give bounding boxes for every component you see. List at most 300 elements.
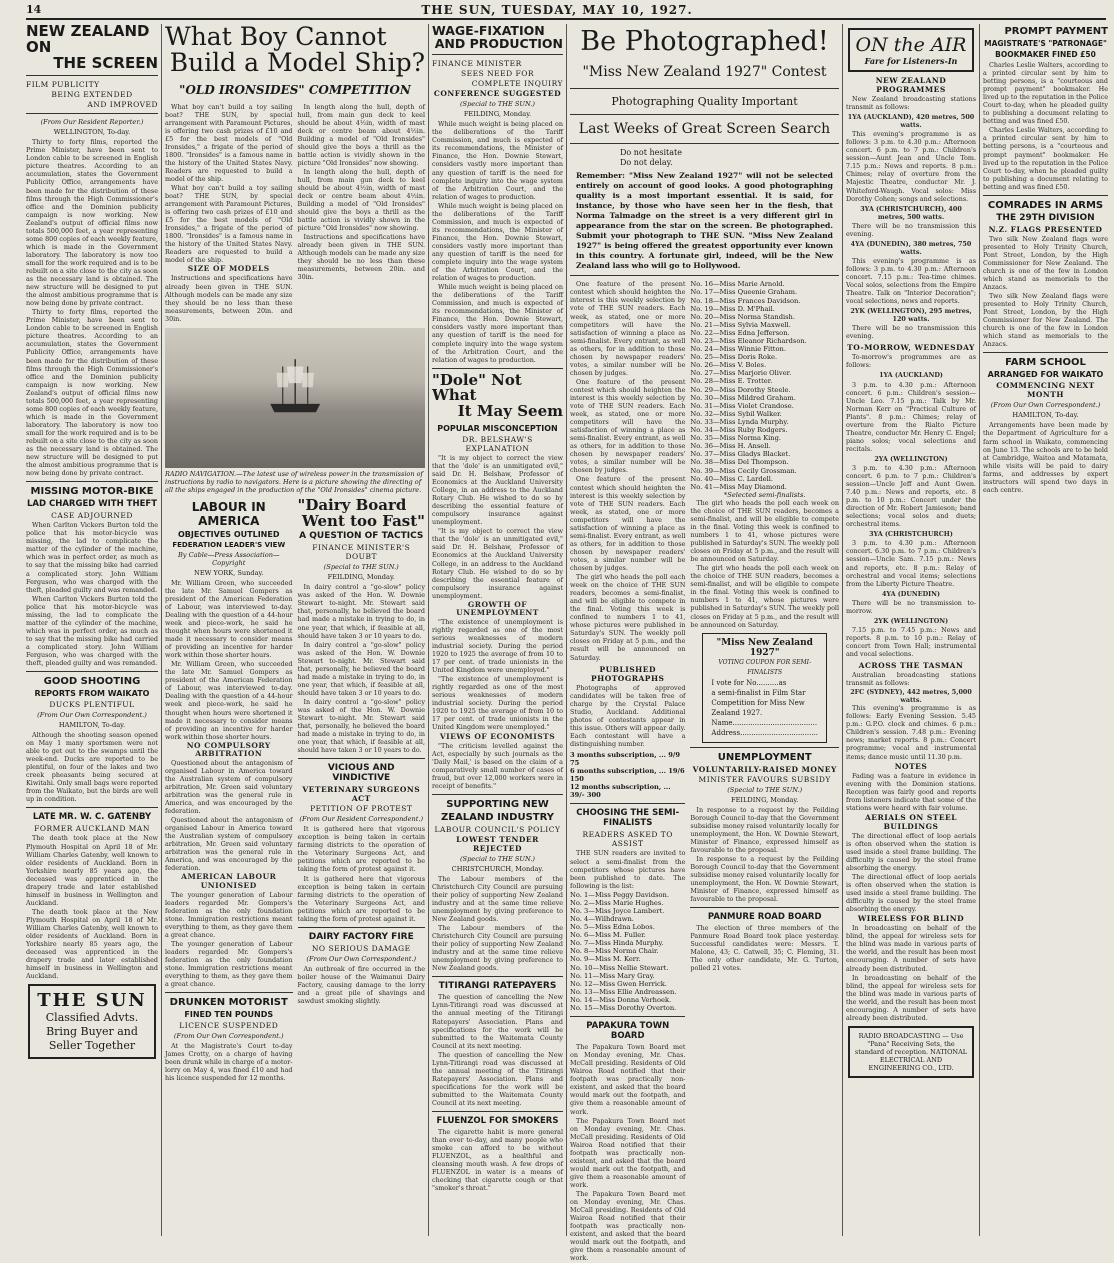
subhead: FINED TEN POUNDS xyxy=(184,1010,274,1020)
paragraph: Thirty to forty films, reported the Prime Minister, have been sent to London cable to be screened in English picture theatres. According to an accumulation, states the Government Publicity Office, arrangements have been made for the distribution of these films through the High Commissioner's office and the Dominion publicity campaign is now working. New Zealand's output of official films now totals 500,000 feet, a year representing some 800 copies of each weekly feature, which is made in the Government laboratory. The laboratory is now too small for the work required and is to be rebuilt on a site close to the city as soon as the necessary land is obtained. The new structure will be designed to put the almost ambitious programme that is now being done by private contract. xyxy=(26,138,158,308)
entry-item: No. 21—Miss Sylvia Maxwell. xyxy=(690,320,791,329)
entry-item: No. 26—Miss V. Boles. xyxy=(690,361,767,370)
station-programme: 3 p.m. to 4.30 p.m.: Afternoon concert. 6 p.m. to 7 p.m.: Children's session—Uncle Jeff and Aunt Gwen. 7.40 p.m.: News and reports, etc. 8 p.m. to 10 p.m.: Concert under the direction of Mr. Robert Jamieson; band selections; vocal solos and duets; orchestral items. xyxy=(846,463,976,529)
subhead: VOLUNTARILY-RAISED MONEY xyxy=(692,764,837,774)
headline-drunken-motorist: DRUNKEN MOTORIST xyxy=(169,997,288,1009)
entries-note: *Selected semi-finalists. xyxy=(723,490,806,499)
station-name: 2YA (WELLINGTON) xyxy=(874,454,948,463)
entry-item: No. 40—Miss C. Lardell. xyxy=(690,474,774,483)
paragraph: An outbreak of fire occurred in the boiler house of the Waimanui Dairy Factory, causing damage to the lorry and a great pile of shavings and sawdust smoking slightly. xyxy=(297,964,425,1005)
paragraph: In dairy control a "go-slow" policy was asked of the Hon. W. Downie Stewart to-night. Mr. Stewart said that, personally, he believed the board had made a mistake in trying to do, in one year, that which, if feasible at all, should have taken 3 or 10 years to do. xyxy=(297,640,425,697)
paragraph: "The existence of unemployment is rightly regarded as one of the most serious weaknesses of modern industrial society. During the period 1920 to 1925 the average of from 10 to 17 per cent. of trade unionists in the United Kingdom were unemployed." xyxy=(432,617,563,675)
on-the-air-box xyxy=(848,28,974,72)
credit: (From Our Own Correspondent.) xyxy=(990,401,1101,410)
credit: (From Our Own Correspondent.) xyxy=(37,711,147,720)
subhead: LAD CHARGED WITH THEFT xyxy=(26,499,157,510)
candidate-item: No. 9—Miss M. Kerr. xyxy=(570,955,641,964)
candidate-item: No. 12—Miss Gwen Herrick. xyxy=(570,979,667,988)
station-name: 2YK (WELLINGTON), 295 metres, 120 watts. xyxy=(850,307,972,324)
headline-model-ship-2: Build a Model Ship? xyxy=(169,48,425,78)
subhead: N.Z. FLAGS PRESENTED xyxy=(988,224,1103,234)
station-name: 1YA (AUCKLAND), 420 metres, 500 watts. xyxy=(847,113,975,130)
headline-fluenzol: FLUENZOL FOR SMOKERS xyxy=(436,1116,559,1127)
credit: By Cable—Press Association—Copyright xyxy=(177,550,280,567)
subhead: FINANCE MINISTER'S DOUBT xyxy=(312,543,411,562)
subhead: AERIALS ON STEEL BUILDINGS xyxy=(864,812,958,831)
dont-line: Do not hesitate xyxy=(620,148,682,158)
divider xyxy=(298,758,426,759)
headline-wage-fixation-1: WAGE-FIXATION xyxy=(432,23,545,38)
subhead-line: BEING EXTENDED xyxy=(51,90,133,100)
headline-papakura: PAPAKURA TOWN BOARD xyxy=(586,1021,670,1042)
column-2 xyxy=(165,24,425,1236)
candidate-item: No. 1—Miss Peggy Davidson. xyxy=(570,890,669,899)
paragraph: THE SUN readers are invited to select a semi-finalist from the competitors whose pictures have been published to date. The following is the list: xyxy=(570,849,686,890)
paragraph: Charles Leslie Walters, according to a printed circular sent by him to betting persons, is a "courteous and prompt payment" bookmaker. He lived up to the reputation in the Police Court to-day, when he pleaded guilty to publishing a document relating to betting and was fined £50. xyxy=(983,61,1108,126)
subhead: NO COMPULSORY ARBITRATION xyxy=(186,740,271,758)
divider xyxy=(298,927,426,928)
subhead: Last Weeks of Great Screen Search xyxy=(578,121,831,138)
contest-columns xyxy=(570,280,839,1263)
article-body xyxy=(298,825,426,923)
paragraph: In broadcasting on behalf of the blind, the appeal for wireless sets for the blind was made in various parts of the world, and the result has been most encouraging. A number of sets have already been distributed. xyxy=(846,973,976,1022)
paragraph: Mr. William Green, who succeeded the late Mr. Samuel Gompers as president of the American Federation of Labour, was interviewed to-day. Dealing with the question of a 44-hour week and piece-work, he said he thought when hours were shortened it made it necessary to consider means of providing an incentive for harder work within those shorter hours. xyxy=(165,578,293,660)
dateline: WELLINGTON, To-day. xyxy=(53,128,131,137)
choosing-list xyxy=(570,891,685,1012)
labour-article xyxy=(165,498,293,1084)
paragraph: The Papakura Town Board met on Monday evening, Mr. Chas. McCall presiding. Residents of Old Wairoa Road notified that their footpath was practically non-existent, and asked that the board would mark out the footpath, and give them a reasonable amount of work. xyxy=(570,1189,686,1263)
entry-item: No. 33—Miss Lynda Murphy. xyxy=(690,417,789,426)
paragraph: When Carlton Vickers Burton told the police that his motor-bicycle was missing, the lad to complicate the matter of the cylinder of the machine, which was in perfect order, as much as to say that the missing bike had carried a complicated story. John William Ferguson, who was charged with the theft, pleaded guilty and was remanded. xyxy=(26,594,158,668)
article-body xyxy=(165,103,293,324)
divider xyxy=(432,1111,563,1112)
headline-choosing: CHOOSING THE SEMI-FINALISTS xyxy=(576,808,680,829)
column-1 xyxy=(26,24,158,1236)
article-body xyxy=(690,924,839,972)
entry-item: No. 19—Miss D. M'Phail. xyxy=(690,304,775,313)
subhead: VETERINARY SURGEONS ACT xyxy=(302,785,421,804)
station-programme: 7.15 p.m. to 7.45 p.m.: News and reports. 8 p.m. to 10 p.m.: Relay of concert from Town Hall; instrumental and vocal selections. xyxy=(846,625,976,658)
divider xyxy=(432,794,563,795)
paragraph: The younger generation of Labour leaders regarded Mr. Gompers's federation as the only foundation stone. Immigration restrictions meant everything to them, as they gave them a great chance. xyxy=(165,890,293,939)
headline-labour-america: LABOUR IN AMERICA xyxy=(191,499,266,528)
credit: (Special to THE SUN.) xyxy=(323,563,399,572)
entry-item: No. 22—Miss Edna Jefferson. xyxy=(690,328,790,337)
headline-nz-screen-2: THE SCREEN xyxy=(53,53,158,72)
divider xyxy=(690,747,839,748)
entry-item: No. 36—Miss H. Ansell. xyxy=(690,442,771,451)
article-body xyxy=(983,61,1108,191)
dateline: FEILDING, Monday. xyxy=(463,110,532,119)
headline-wage-fixation-2: AND PRODUCTION xyxy=(434,36,563,52)
paragraph: Two silk New Zealand flags were presented to Holy Trinity Church, Pont Street, London, by the High Commissioner for New Zealand. The church is one of the few in London which stand as memorials to the Anzacs. xyxy=(983,234,1108,292)
paragraph: While much weight is being placed on the deliberations of the Tariff Commission, and much is expected of its recommendations, the Minister of Finance, the Hon. Downie Stewart, considers vastly more important than any question of tariff is the need for complete inquiry into the wage system of the Arbitration Court, and the relation of wages to production. xyxy=(432,201,563,283)
divider xyxy=(26,481,158,482)
divider xyxy=(432,976,563,977)
entry-item: No. 39—Miss Cecily Grossman. xyxy=(690,466,797,475)
dateline: NEW YORK, Sunday. xyxy=(194,568,264,577)
paragraph: The question of cancelling the New Lynn-Titirangi road was discussed at the annual meeting of the Titirangi Ratepayers' Association. Plans and specifications for the work will be submitted to the Waitemata County Council at its next meeting. xyxy=(432,993,563,1050)
divider xyxy=(165,992,293,993)
coupon-line: I vote for No..........as xyxy=(711,678,787,687)
paragraph: What boy can't build a toy sailing boat? THE SUN, by special arrangement with Paramount Pictures, is offering two cash prizes of £10 and £5 for the best models of "Old Ironsides," a frigate of the period of 1800. "Ironsides" is a famous name in the history of the United States Navy. Readers are requested to build a model of the ship. xyxy=(165,183,293,265)
article-body xyxy=(570,280,685,661)
contest-right xyxy=(690,280,839,1263)
credit: (From Our Own Correspondent.) xyxy=(173,1032,284,1041)
station-programme: This evening's programme is as follows: 3 p.m. to 4.30 p.m.: Afternoon concert. 6 p.m. to 7 p.m.: Children's session—Aunt Jean and Uncle Tom. 7.15 p.m.: News and reports. 8 p.m.: Chimes; relay of overture from the Majestic Theatre, conductor Mr. J. Whiteford-Waugh. Vocal solos: Miss Dorothy Cohen; songs and selections. xyxy=(846,130,976,203)
coupon-line: Competition for Miss New xyxy=(711,698,805,707)
coupon-line: Zealand 1927. xyxy=(711,708,763,717)
paragraph: What boy can't build a toy sailing boat? THE SUN, by special arrangement with Paramount Pictures, is offering two cash prizes of £10 and £5 for the best models of "Old Ironsides," a frigate of the period of 1800. "Ironsides" is a famous name in the history of the United States Navy. Readers are requested to build a model of the ship. xyxy=(165,102,293,183)
entry-item: No. 23—Miss Eleanor Richardson. xyxy=(690,337,807,345)
dateline: HAMILTON, To-day. xyxy=(58,721,126,730)
divider xyxy=(432,54,563,55)
entry-item: No. 35—Miss Norma King. xyxy=(690,434,781,443)
paragraph: Arrangements have been made by the Department of Agriculture for a farm school in Waikato, commencing on June 13. The schools are to be held at Cambridge, Waitoa and Matamata, while visits will be paid to dairy farms, and addresses by expert instructors will spend two days in each centre. xyxy=(983,421,1108,494)
divider xyxy=(570,114,839,115)
voting-coupon[interactable] xyxy=(702,633,827,743)
masthead: THE SUN, TUESDAY, MAY 10, 1927. xyxy=(421,3,693,17)
stations-tomorrow xyxy=(846,371,976,658)
paragraph: While much weight is being placed on the deliberations of the Tariff Commission, and much is expected of its recommendations, the Minister of Finance, the Hon. Downie Stewart, considers vastly more important than any question of tariff is the need for complete inquiry into the wage system of the Arbitration Court, and the relation of wages to production. xyxy=(432,283,563,364)
contest-left xyxy=(570,280,685,1263)
paragraph: At the Magistrate's Court to-day James Crotty, on a charge of having been drunk while in charge of a motor-lorry on May 4, was fined £10 and had his licence suspended for 12 months. xyxy=(165,1042,293,1083)
article-body xyxy=(298,103,426,324)
subhead: POPULAR MISCONCEPTION xyxy=(437,423,558,433)
subhead: LOWEST TENDER REJECTED xyxy=(456,834,539,853)
subhead-line: COMPLETE INQUIRY xyxy=(471,79,563,89)
station-programme: There will be no transmission this evening. xyxy=(846,324,976,341)
dont-lines xyxy=(570,148,839,168)
subhead: A QUESTION OF TACTICS xyxy=(299,531,424,542)
subhead: GROWTH OF UNEMPLOYMENT xyxy=(456,599,539,617)
top-rule xyxy=(26,18,1106,20)
subhead: BOOKMAKER FINED £50 xyxy=(995,50,1096,59)
subscription-row: 12 months subscription, ... 39/- 300 xyxy=(570,783,671,800)
subhead: Photographing Quality Important xyxy=(611,95,798,109)
article-body xyxy=(570,684,685,748)
headline-model-ship-1: What Boy Cannot xyxy=(165,22,387,51)
station-name: 1YA (AUCKLAND) xyxy=(879,371,943,380)
article-body xyxy=(26,731,158,803)
headline-dairy-fire: DAIRY FACTORY FIRE xyxy=(308,931,414,942)
coupon-title: "Miss New Zealand 1927" xyxy=(716,637,813,658)
headline-vicious: VICIOUS AND VINDICTIVE xyxy=(327,763,395,784)
paragraph: The directional effect of loop aerials is often observed when the station is used inside a steel frame building. The difficulty is caused by the steel frame absorbing the energy. xyxy=(846,831,976,872)
paragraph: Although the shooting season opened on May 1 many sportsmen were not able to get out to the swamps until the week-end. Ducks are reported to be plentiful, on four of the lakes and two creek pheasants being secured at Kiwitahi. Only small bags were reported from the Waikato, but the birds are well up in condition. xyxy=(26,731,158,804)
subhead: AMERICAN LABOUR UNIONISED xyxy=(181,872,277,890)
subhead: PETITION OF PROTEST xyxy=(310,804,413,814)
article-body xyxy=(165,579,293,988)
paragraph: The death took place at the New Plymouth Hospital on April 18 of Mr. William Charles Gatenby, well known to older residents of Auckland. Born in Yorkshire nearly 85 years ago, the deceased was apprenticed in the drapery trade and later established himself in business in Wellington and Auckland. xyxy=(26,834,158,907)
entry-item: No. 34—Miss Ruby Rodgers. xyxy=(690,426,788,435)
candidate-item: No. 5—Miss Edna Lobos. xyxy=(570,923,655,932)
paragraph: Two silk New Zealand flags were presented to Holy Trinity Church, Pont Street, London, by the High Commissioner for New Zealand. The church is one of the few in London which stand as memorials to the Anzacs. xyxy=(983,292,1108,349)
subhead: COMMENCING NEXT MONTH xyxy=(996,381,1095,400)
subhead: REPORTS FROM WAIKATO xyxy=(34,689,150,699)
paragraph: Questioned about the antagonism of organised Labour in America toward the Australian system of compulsory arbitration, Mr. Green said voluntary arbitration was the general rule in America, and was encouraged by the federation. xyxy=(165,816,293,873)
entry-item: No. 20—Miss Norma Standish. xyxy=(690,312,795,321)
entry-item: No. 25—Miss Doris Roke. xyxy=(690,353,778,362)
subhead-contest: "Miss New Zealand 1927" Contest xyxy=(582,64,827,81)
headline-dairy-board-1: "Dairy Board xyxy=(297,495,407,514)
article-body xyxy=(432,1128,563,1192)
station-name: 3YA (CHRISTCHURCH) xyxy=(869,530,953,539)
entry-item: No. 17—Miss Queenie Graham. xyxy=(690,288,798,297)
station-name: 4YA (DUNEDIN), 380 metres, 750 watts. xyxy=(850,239,972,256)
coupon-address-field[interactable]: Address................................... xyxy=(711,728,818,737)
article-body xyxy=(983,235,1108,349)
entry-item: No. 27—Miss Marjorie Oliver. xyxy=(690,369,792,378)
headline-titirangi: TITIRANGI RATEPAYERS xyxy=(438,981,557,992)
ad-line: Seller Together xyxy=(48,1039,136,1053)
station-name: 3YA (CHRISTCHURCH), 400 metres, 500 watts. xyxy=(860,204,962,221)
entry-item: No. 24—Miss Winnie Fitton. xyxy=(690,345,786,354)
station-name: 2FC (SYDNEY), 442 metres, 5,000 watts. xyxy=(850,688,972,705)
coupon-name-field[interactable]: Name...................................... xyxy=(711,718,818,727)
article-body xyxy=(26,834,158,980)
article-body xyxy=(846,772,976,812)
paragraph: One feature of the present contest which should heighten the interest is this weekly selection by vote of THE SUN readers. Each week, as stated, one or more competitors will have the satisfaction of winning a place as semi-finalist. Every entrant, as well as others, for in addition to those chosen by newspaper readers' votes, a similar number will be chosen by judges. xyxy=(570,280,686,377)
paragraph: The girl who heads the poll each week on the choice of THE SUN readers, becomes a semi-finalist, and will be eligible to compete in the final. Voting this week is confined to numbers 1 to 41, whose pictures were published in Saturday's SUN. The weekly poll closes on Friday at 5 p.m., and the result will be announced on Saturday. xyxy=(690,564,839,629)
paragraph: The death took place at the New Plymouth Hospital on April 18 of Mr. William Charles Gatenby, well known to older residents of Auckland. Born in Yorkshire nearly 85 years ago, the deceased was apprenticed in the drapery trade and later established himself in business in Wellington and Auckland. xyxy=(26,907,158,981)
subhead-competition: "OLD IRONSIDES" COMPETITION xyxy=(179,82,411,97)
photo-caption: RADIO NAVIGATION.—The latest use of wireless power in the transmission of instructions by radio to navigators. Here is a picture showing the directing of all the ships engaged in the production of the "Old Ironsides" cinema picture. xyxy=(165,469,423,494)
paragraph: Australian broadcasting stations transmit as follows: xyxy=(846,671,976,688)
article-body xyxy=(846,924,976,1022)
headline-dole-2: It May Seem xyxy=(457,402,563,421)
subhead: TO-MORROW, WEDNESDAY xyxy=(847,343,975,353)
subhead: FEDERATION LEADER'S VIEW xyxy=(172,540,286,549)
divider xyxy=(26,75,158,76)
candidate-item: No. 10—Miss Nellie Stewart. xyxy=(570,963,669,972)
paragraph: This evening's programme is as follows: Early Evening Session. 5.45 p.m.: G.P.O. clock and chimes. 6 p.m.: Children's session. 7.48 p.m.: Evening news; market reports. 8 p.m.: Concert programme; vocal and instrumental items; dance music until 11.30 p.m. xyxy=(846,704,976,761)
subhead: CONFERENCE SUGGESTED xyxy=(433,89,562,99)
column-rule xyxy=(428,24,429,1236)
subscription-list xyxy=(570,751,685,800)
entry-item: No. 38—Miss Del Thompson. xyxy=(690,458,789,467)
paragraph: Fading was a feature in evidence in evening with the Dominion stations. Reception was fairly good and reports from listeners indicate that some of the stations were heard with fair volume. xyxy=(846,771,976,812)
subhead: NOTES xyxy=(894,761,928,771)
article-body xyxy=(432,454,563,790)
entry-item: No. 32—Miss Sybil Walker. xyxy=(690,409,782,418)
divider xyxy=(26,807,158,808)
station-programme: There will be no transmission this evening. xyxy=(846,221,976,238)
headline-supporting-2: ZEALAND INDUSTRY xyxy=(440,811,554,823)
paragraph: One feature of the present contest which should heighten the interest is this weekly selection by vote of THE SUN readers. Each week, as stated, one or more competitors will have the satisfaction of winning a place as semi-finalist. Every entrant, as well as others, for in addition to those chosen by newspaper readers' votes, a similar number will be chosen by judges. xyxy=(570,377,686,475)
ad-line: Bring Buyer and xyxy=(46,1025,138,1039)
subscription-row: 6 months subscription, ... 19/6 150 xyxy=(570,767,685,784)
subhead: READERS ASKED TO ASSIST xyxy=(582,830,673,849)
subhead: OBJECTIVES OUTLINED xyxy=(178,529,280,539)
coupon-subtitle: VOTING COUPON FOR SEMI-FINALISTS xyxy=(718,658,812,676)
stations-today xyxy=(846,113,976,340)
headline-good-shooting: GOOD SHOOTING xyxy=(43,676,141,688)
column-3 xyxy=(432,24,563,1236)
subhead: MINISTER FAVOURS SUBSIDY xyxy=(698,774,831,784)
paragraph: "The existence of unemployment is rightly regarded as one of the most serious weaknesses of modern industrial society. During the period 1920 to 1925 the average of from 10 to 17 per cent. of trade unionists in the United Kingdom were unemployed." xyxy=(432,675,563,732)
divider xyxy=(570,1016,685,1017)
paragraph: "It is my object to correct the view that the 'dole' is an unmitigated evil," said Dr. H. Belshaw, Professor of Economics at the Auckland University College, in an address to the Auckland Rotary Club. He wished to do so by describing the essential feature of compulsory insurance against unemployment. xyxy=(432,527,563,600)
paragraph: The directional effect of loop aerials is often observed when the station is used inside a steel frame building. The difficulty is caused by the steel frame absorbing the energy. xyxy=(846,873,976,914)
classified-ad xyxy=(28,984,156,1059)
page-number: 14 xyxy=(26,3,42,16)
paragraph: Instructions and specifications have already been given in THE SUN. Although models can be made any size they should be no less than these measurements, between 20in. and 30in. xyxy=(165,274,293,323)
credit: (Special to THE SUN.) xyxy=(727,785,803,794)
dateline: FEILDING, Monday. xyxy=(327,573,395,582)
divider xyxy=(570,143,839,144)
subhead: NO SERIOUS DAMAGE xyxy=(311,943,411,953)
article-body xyxy=(298,583,426,754)
paragraph: New Zealand broadcasting stations transmit as follows: xyxy=(846,95,976,112)
paragraph: When Carlton Vickers Burton told the police that his motor-bicycle was missing, the lad to complicate the matter of the cylinder of the machine, which was in perfect order, as much as to say that the missing bike had carried a complicated story. John William Ferguson, who was charged with the theft, pleaded guilty and was remanded. xyxy=(26,521,158,594)
credit: (From Our Resident Correspondent.) xyxy=(299,815,424,824)
article-body xyxy=(26,138,158,477)
paragraph: The Labour members of the Christchurch City Council are pursuing their policy of supporting New Zealand industry and at the same time relieve unemployment by giving preference to New Zealand goods. xyxy=(432,924,563,973)
column-5 xyxy=(846,24,976,1236)
divider xyxy=(570,803,685,804)
headline-unemployment: UNEMPLOYMENT xyxy=(717,751,812,763)
entry-item: No. 16—Miss Marie Arnold. xyxy=(690,280,785,289)
credit: (From Our Resident Reporter.) xyxy=(40,118,144,127)
paragraph: "It is my object to correct the view that the 'dole' is an unmitigated evil," said Dr. H. Belshaw, Professor of Economics at the Auckland University College, in an address to the Auckland Rotary Club. He wished to do so by describing the essential feature of compulsory insurance against unemployment. xyxy=(432,453,563,527)
candidate-item: No. 8—Miss Norma Chair. xyxy=(570,947,659,956)
subhead: CASE ADJOURNED xyxy=(51,511,133,521)
entry-item: No. 18—Miss Frances Davidson. xyxy=(690,296,801,305)
ship-icon xyxy=(264,353,326,417)
article-body xyxy=(846,95,976,111)
subhead: DR. BELSHAW'S EXPLANATION xyxy=(462,434,533,453)
divider xyxy=(983,195,1108,196)
station-programme: 3 p.m. to 4.30 p.m.: Afternoon concert. 6.30 p.m. to 7 p.m.: Children's session—Uncle Sam. 7.15 p.m.: News and reports, etc. 8 p.m.: Relay of orchestral and vocal items; selections from the Liberty Picture Theatre. xyxy=(846,539,976,588)
subhead: FORMER AUCKLAND MAN xyxy=(34,824,150,834)
article-body xyxy=(846,832,976,913)
headline-gatenby: LATE MR. W. C. GATENBY xyxy=(32,812,152,823)
station-name: 4YA (DUNEDIN) xyxy=(881,589,941,598)
subhead: Fare for Listeners-In xyxy=(864,56,958,66)
paragraph: Charles Leslie Walters, according to a printed circular sent by him to betting persons, is a "courteous and prompt payment" bookmaker. He lived up to the reputation in the Police Court to-day, when he pleaded guilty to publishing a document relating to betting and was fined £50. xyxy=(983,126,1108,191)
subhead-line: AND IMPROVED xyxy=(87,100,158,110)
subhead: DUCKS PLENTIFUL xyxy=(49,700,135,710)
candidate-item: No. 11—Miss Mary Gray. xyxy=(570,971,655,980)
article-body xyxy=(570,1043,685,1262)
headline-farm-school: FARM SCHOOL xyxy=(1005,357,1086,369)
paragraph: The younger generation of Labour leaders regarded Mr. Gompers's federation as the only foundation stone. Immigration restrictions meant everything to them, as they gave them a great chance. xyxy=(165,939,293,989)
paragraph: The question of cancelling the New Lynn-Titirangi road was discussed at the annual meeting of the Titirangi Ratepayers' Association. Plans and specifications for the work will be submitted to the Waitemata County Council at its next meeting. xyxy=(432,1050,563,1107)
subhead: PUBLISHED PHOTOGRAPHS xyxy=(590,664,665,683)
headline-comrades: COMRADES IN ARMS xyxy=(987,199,1104,211)
column-rule xyxy=(566,24,567,1236)
headline-missing-motorbike: MISSING MOTOR-BIKE xyxy=(30,486,154,498)
column-rule xyxy=(161,24,162,1236)
paragraph: Questioned about the antagonism of organised Labour in America toward the Australian system of compulsory arbitration, Mr. Green said voluntary arbitration was the general rule in America, and was encouraged by the federation. xyxy=(165,758,293,816)
entry-item: No. 41—Miss May Diamond. xyxy=(690,482,787,491)
contest-intro: Remember: "Miss New Zealand 1927" will not be selected entirely on account of good looks. A good photographing quality is a most important essential. It is said, for instance, by those who have seen her in the flesh, that Norma Talmadge on the street is a very different girl in appearance from the star on the screen. Be photographed. Submit your photograph to THE SUN. "Miss New Zealand 1927" is being offered the greatest opportunity ever known in this country. A fortunate girl, indeed, will be the New Zealand lass who will go to Hollywood. xyxy=(576,171,833,271)
paragraph: Thirty to forty films, reported the Prime Minister, have been sent to London cable to be screened in English picture theatres. According to an accumulation, states the Government Publicity Office, arrangements have been made for the distribution of these films through the High Commissioner's office and the Dominion publicity campaign is now working. New Zealand's output of official films now totals 500,000 feet, a year representing some 800 copies of each weekly feature, which is made in the Government laboratory. The laboratory is now too small for the work required and is to be rebuilt on a site close to the city as soon as the necessary land is obtained. The new structure will be designed to put the almost ambitious programme that is now being done by private contract. xyxy=(26,308,158,478)
paragraph: It is gathered here that vigorous exception is being taken in certain farming districts to the operation of the Veterinary Surgeons Act, and petitions which are reported to be taking the form of protest against it. xyxy=(297,874,425,923)
paragraph: In broadcasting on behalf of the blind, the appeal for wireless sets for the blind was made in various parts of the world, and the result has been most encouraging. A number of sets have already been distributed. xyxy=(846,924,976,973)
subhead: NEW ZEALAND PROGRAMMES xyxy=(875,76,947,94)
credit: (Special to THE SUN.) xyxy=(459,100,535,109)
divider xyxy=(26,671,158,672)
dateline: CHRISTCHURCH, Monday. xyxy=(451,864,544,873)
credit: (Special to THE SUN.) xyxy=(459,854,535,863)
dateline: FEILDING, Monday. xyxy=(731,795,799,804)
paragraph: In dairy control a "go-slow" policy was asked of the Hon. W. Downie Stewart to-night. Mr. Stewart said that, personally, he believed the board had made a mistake in trying to do, in one year, that which, if feasible at all, should have taken 3 or 10 years to do. xyxy=(297,697,425,755)
paragraph: While much weight is being placed on the deliberations of the Tariff Commission, and much is expected of its recommendations, the Minister of Finance, the Hon. Downie Stewart, considers vastly more important than any question of tariff is the need for complete inquiry into the wage system of the Arbitration Court, and the relation of wages to production. xyxy=(432,120,563,201)
divider xyxy=(570,88,839,89)
article-body xyxy=(432,875,563,973)
article-body xyxy=(570,849,685,889)
headline-prompt-payment: PROMPT PAYMENT xyxy=(1004,26,1108,37)
subhead: LABOUR COUNCIL'S POLICY xyxy=(434,824,561,834)
headline-on-the-air: ON the AIR xyxy=(855,34,967,56)
paragraph: Instructions and specifications have already been given in THE SUN. Although models can be made any size they should be no less than these measurements, between 20in. and 30in. xyxy=(297,233,425,282)
article-body xyxy=(26,521,158,667)
divider xyxy=(570,275,839,276)
article-body xyxy=(983,421,1108,493)
dateline: HAMILTON, To-day. xyxy=(1012,411,1079,420)
subhead: LICENCE SUSPENDED xyxy=(179,1021,279,1031)
paragraph: Photographs of approved candidates will be taken free of charge by the Crystal Palace Studio, Auckland. Additional photos of contestants appear in this issue. Others will appear daily. Each contestant will have a distinguishing number. xyxy=(570,683,686,748)
article-body xyxy=(432,120,563,363)
credit: (From Our Own Correspondent.) xyxy=(306,954,417,963)
paragraph: The Papakura Town Board met on Monday evening, Mr. Chas. McCall presiding. Residents of Old Wairoa Road notified that their footpath was practically non-existent, and asked that the board would mark out the footpath, and give them a reasonable amount of work. xyxy=(570,1043,686,1116)
paragraph: The cigarette habit is more general than ever to-day, and many people who smoke can afford to be without FLUENZOL, as a healthful and cleansing mouth wash. A few drops of FLUENZOL in water is a means of checking that cigarette cough or that "smoker's throat." xyxy=(432,1128,563,1193)
article-body xyxy=(432,993,563,1107)
paragraph: To-morrow's programmes are as follows: xyxy=(846,353,976,370)
dont-line: Do not delay. xyxy=(620,158,673,168)
candidate-item: No. 14—Miss Donna Verhoek. xyxy=(570,995,672,1004)
paragraph: In response to a request by the Feilding Borough Council to-day that the Government subsidise money raised voluntarily locally for unemployment, the Hon. W. Downie Stewart, Minister of Finance, expressed himself as favourable to the proposal. xyxy=(690,854,839,904)
headline-be-photographed: Be Photographed! xyxy=(580,26,829,57)
candidate-item: No. 3—Miss Joyce Lambert. xyxy=(570,906,665,915)
lower-columns xyxy=(165,495,425,1084)
paragraph: The girl who heads the poll each week on the choice of THE SUN readers, becomes a semi-finalist, and will be eligible to compete in the final. Voting this week is confined to numbers 1 to 41, whose pictures were published in Saturday's SUN. The weekly poll closes on Friday at 5 p.m., and the result will be announced on Saturday. xyxy=(570,573,686,662)
station-name: 2YK (WELLINGTON) xyxy=(873,616,949,625)
divider xyxy=(432,368,563,369)
paragraph: It is gathered here that vigorous exception is being taken in certain farming districts to the operation of the Veterinary Surgeons Act, and petitions which are reported to be taking the form of protest against it. xyxy=(297,825,425,874)
subhead: ARRANGED FOR WAIKATO xyxy=(987,370,1104,380)
candidate-item: No. 2—Miss Marie Hughes. xyxy=(570,898,664,907)
candidate-item: No. 13—Miss Ellie Andreassen. xyxy=(570,987,677,996)
subhead-line: SEES NEED FOR xyxy=(460,69,535,79)
paragraph: Mr. William Green, who succeeded the late Mr. Samuel Gompers as president of the American Federation of Labour, was interviewed to-day. Dealing with the question of a 44-hour week and piece-work, he said he thought when hours were shortened it made it necessary to consider means of providing an incentive for harder work within those shorter hours. xyxy=(165,660,293,741)
subhead-line: FILM PUBLICITY xyxy=(26,80,100,90)
column-rule xyxy=(842,24,843,1236)
dairy-article xyxy=(297,495,426,1084)
article-body xyxy=(846,671,976,761)
headline-dole-1: "Dole" Not What xyxy=(432,370,522,405)
candidate-item: No. 4—Wilhdrawn. xyxy=(570,915,634,923)
subhead: MAGISTRATE'S "PATRONAGE" xyxy=(984,39,1107,48)
headline-supporting-1: SUPPORTING NEW xyxy=(446,798,549,810)
headline-nz-screen-1: NEW ZEALAND ON xyxy=(26,22,150,56)
paragraph: One feature of the present contest which should heighten the interest is this weekly selection by vote of THE SUN readers. Each week, as stated, one or more competitors will have the satisfaction of winning a place as semi-finalist. Every entrant, as well as others, for in addition to those chosen by newspaper readers' votes, a similar number will be chosen by judges. xyxy=(570,475,686,572)
paragraph: The Labour members of the Christchurch City Council are pursuing their policy of supporting New Zealand industry and at the same time relieve unemployment by giving preference to New Zealand goods. xyxy=(432,874,563,924)
two-column-text xyxy=(165,103,425,324)
subscription-row: 3 months subscription, ... 9/9 75 xyxy=(570,750,680,768)
coupon-line: a semi-finalist in Film Star xyxy=(711,688,806,697)
ad-title: THE SUN xyxy=(37,990,147,1012)
entry-item: No. 29—Miss Dorothy Steele. xyxy=(690,385,791,394)
paragraph: In length along the hull, depth of hull, from main gun deck to keel should be about 4½in, width of mast deck or centre beam about 4½in. Building a model of "Old Ironsides" should give the boys a thrill as the battle action is vividly shown in the picture "Old Ironsides" now showing. xyxy=(297,102,425,167)
divider xyxy=(690,907,839,908)
entry-item: No. 28—Miss E. Trotter. xyxy=(690,377,773,386)
paragraph: The election of three members of the Panmure Road Board took place yesterday. Successful candidates were: Messrs. T. Malone, 43; C. Catwell, 35; C. Fleming, 31. The only other candidate, Mr. G. Turton, polled 21 votes. xyxy=(690,924,839,973)
paragraph: In response to a request by the Feilding Borough Council to-day that the Government subsidise money raised voluntarily locally for unemployment, the Hon. W. Downie Stewart, Minister of Finance, expressed himself as favourable to the proposal. xyxy=(690,805,839,854)
entries-list xyxy=(690,280,839,490)
